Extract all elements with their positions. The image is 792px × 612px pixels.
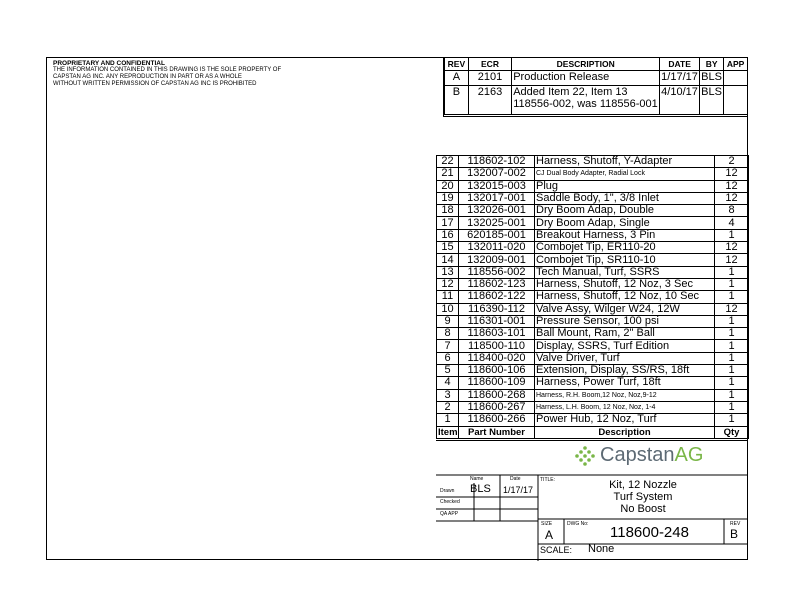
- capstan-ag-logo: [574, 444, 703, 467]
- part-number-cell: 118556-002: [459, 266, 535, 278]
- qty-cell: 12: [715, 168, 749, 180]
- app-cell: [724, 71, 748, 86]
- confidential-notice: [53, 60, 353, 88]
- part-number-cell: 116301-001: [459, 315, 535, 327]
- rev-header: REV: [445, 58, 469, 71]
- notice-title: PROPRIETARY AND CONFIDENTIAL: [53, 60, 165, 67]
- description-cell: Valve Driver, Turf: [535, 352, 715, 364]
- description-cell: Pressure Sensor, 100 psi: [535, 315, 715, 327]
- description-cell: Harness, Shutoff, 12 Noz, 10 Sec: [535, 291, 715, 303]
- item-cell: 6: [437, 352, 459, 364]
- bom-row: [437, 168, 749, 180]
- qa-label: QA APP: [440, 511, 459, 517]
- part-number-cell: 132015-003: [459, 180, 535, 192]
- bom-row: [437, 156, 749, 168]
- scale-label: SCALE:: [540, 545, 573, 555]
- dwg-no-label: DWG No:: [567, 521, 589, 527]
- title-line: No Boost: [620, 503, 666, 515]
- bom-row: [437, 242, 749, 254]
- item-cell: 18: [437, 205, 459, 217]
- date-cell: 4/10/17: [660, 86, 700, 115]
- rev-value: B: [730, 527, 739, 541]
- app-cell: [724, 86, 748, 115]
- bom-row: [437, 229, 749, 241]
- qty-cell: 1: [715, 414, 749, 426]
- size-label: SIZE: [541, 521, 553, 527]
- drawn-name: BLS: [470, 483, 491, 495]
- item-cell: 19: [437, 192, 459, 204]
- bom-row: [437, 414, 749, 426]
- description-cell: Plug: [535, 180, 715, 192]
- item-cell: 15: [437, 242, 459, 254]
- part-number-cell: 118603-101: [459, 328, 535, 340]
- ecr-header: ECR: [468, 58, 511, 71]
- bom-table: [436, 155, 749, 439]
- by-header: BY: [700, 58, 724, 71]
- description-cell: Combojet Tip, ER110-20: [535, 242, 715, 254]
- revision-row: [445, 86, 748, 115]
- part-number-cell: 116390-112: [459, 303, 535, 315]
- qty-cell: 2: [715, 156, 749, 168]
- title-line: Turf System: [613, 491, 673, 503]
- qty-cell: 1: [715, 365, 749, 377]
- part-number-cell: 132009-001: [459, 254, 535, 266]
- part-number-cell: 118600-109: [459, 377, 535, 389]
- part-number-cell: 118600-267: [459, 401, 535, 413]
- qty-cell: 12: [715, 180, 749, 192]
- dwg-number: 118600-248: [610, 524, 689, 541]
- description-cell: Dry Boom Adap, Single: [535, 217, 715, 229]
- description-cell: Harness, Power Turf, 18ft: [535, 377, 715, 389]
- qty-cell: 4: [715, 217, 749, 229]
- notice-line: THE INFORMATION CONTAINED IN THIS DRAWING IS THE SOLE PROPERTY OF: [53, 67, 282, 73]
- item-cell: 9: [437, 315, 459, 327]
- bill-of-materials: [436, 155, 748, 439]
- part-number-cell: 118600-106: [459, 365, 535, 377]
- by-cell: BLS: [700, 86, 724, 115]
- description-cell: Harness, L.H. Boom, 12 Noz, Noz, 1-4: [535, 401, 715, 413]
- item-cell: 8: [437, 328, 459, 340]
- item-cell: 20: [437, 180, 459, 192]
- qty-cell: 12: [715, 192, 749, 204]
- scale-value: None: [588, 543, 615, 555]
- by-cell: BLS: [700, 71, 724, 86]
- description-cell: Dry Boom Adap, Double: [535, 205, 715, 217]
- rev-cell: B: [445, 86, 469, 115]
- qty-cell: 1: [715, 340, 749, 352]
- item-cell: 7: [437, 340, 459, 352]
- qty-cell: 1: [715, 401, 749, 413]
- description-cell: Extension, Display, SS/RS, 18ft: [535, 365, 715, 377]
- date-cell: 1/17/17: [660, 71, 700, 86]
- bom-row: [437, 278, 749, 290]
- description-cell: Combojet Tip, SR110-10: [535, 254, 715, 266]
- bom-row: [437, 365, 749, 377]
- qty-cell: 1: [715, 352, 749, 364]
- drawing-title: [560, 479, 726, 515]
- description-cell: [512, 86, 660, 115]
- description-cell: Tech Manual, Turf, SSRS: [535, 266, 715, 278]
- part-number-cell: 132007-002: [459, 168, 535, 180]
- bom-row: [437, 217, 749, 229]
- description-cell: Valve Assy, Wilger W24, 12W: [535, 303, 715, 315]
- qty-cell: 1: [715, 291, 749, 303]
- rev-label: REV: [730, 521, 741, 527]
- description-header: Description: [535, 426, 715, 438]
- item-header: Item: [438, 426, 458, 438]
- description-header: DESCRIPTION: [512, 58, 660, 71]
- item-cell: 14: [437, 254, 459, 266]
- description-cell: Harness, Shutoff, Y-Adapter: [535, 156, 715, 168]
- revision-row: [445, 71, 748, 86]
- part-number-cell: 118500-110: [459, 340, 535, 352]
- notice-line: WITHOUT WRITTEN PERMISSION OF CAPSTAN AG INC IS PROHIBITED: [53, 81, 257, 87]
- qty-cell: 12: [715, 303, 749, 315]
- logo-text: Capstan: [600, 444, 675, 466]
- bom-row: [437, 352, 749, 364]
- item-cell: 22: [437, 156, 459, 168]
- qty-cell: 12: [715, 242, 749, 254]
- qty-cell: 1: [715, 278, 749, 290]
- description-cell: CJ Dual Body Adapter, Radial Lock: [535, 168, 715, 180]
- item-cell: 3: [437, 389, 459, 401]
- part-number-cell: 132025-001: [459, 217, 535, 229]
- description-cell: Display, SSRS, Turf Edition: [535, 340, 715, 352]
- ecr-cell: 2101: [468, 71, 511, 86]
- size-value: A: [545, 528, 554, 542]
- item-cell: 11: [437, 291, 459, 303]
- bom-row: [437, 303, 749, 315]
- revision-block: [443, 57, 748, 117]
- qty-cell: 12: [715, 254, 749, 266]
- drawn-label: Drawn: [440, 488, 455, 494]
- qty-cell: 1: [715, 229, 749, 241]
- description-cell: Harness, Shutoff, 12 Noz, 3 Sec: [535, 278, 715, 290]
- part-number-cell: 132011-020: [459, 242, 535, 254]
- description-line: Added Item 22, Item 13: [513, 86, 628, 98]
- qty-cell: 1: [715, 266, 749, 278]
- name-label: Name: [470, 476, 484, 482]
- qty-cell: 1: [715, 328, 749, 340]
- item-cell: 1: [437, 414, 459, 426]
- diamond-logo-icon: [574, 445, 596, 467]
- ecr-cell: 2163: [468, 86, 511, 115]
- bom-row: [437, 315, 749, 327]
- description-cell: Breakout Harness, 3 Pin: [535, 229, 715, 241]
- date-label: Date: [510, 476, 521, 482]
- description-cell: Production Release: [512, 71, 660, 86]
- bom-row: [437, 254, 749, 266]
- part-number-cell: 118600-266: [459, 414, 535, 426]
- item-cell: 13: [437, 266, 459, 278]
- revision-table: [444, 57, 748, 115]
- item-cell: 21: [437, 168, 459, 180]
- qty-header: Qty: [715, 426, 749, 438]
- qty-cell: 8: [715, 205, 749, 217]
- bom-row: [437, 340, 749, 352]
- revision-header: [445, 58, 748, 71]
- bom-row: [437, 328, 749, 340]
- bom-row: [437, 180, 749, 192]
- bom-header-row: [437, 426, 749, 438]
- qty-cell: 1: [715, 377, 749, 389]
- rev-cell: A: [445, 71, 469, 86]
- qty-cell: 1: [715, 315, 749, 327]
- bom-row: [437, 401, 749, 413]
- bom-row: [437, 377, 749, 389]
- part-number-cell: 132026-001: [459, 205, 535, 217]
- bom-row: [437, 266, 749, 278]
- app-header: APP: [724, 58, 748, 71]
- description-cell: Power Hub, 12 Noz, Turf: [535, 414, 715, 426]
- description-cell: Ball Mount, Ram, 2" Ball: [535, 328, 715, 340]
- title-label: TITLE:: [540, 477, 556, 483]
- part-number-cell: 118400-020: [459, 352, 535, 364]
- item-cell: 10: [437, 303, 459, 315]
- description-line: 118556-002, was 118556-001: [513, 98, 658, 110]
- qty-cell: 1: [715, 389, 749, 401]
- bom-row: [437, 192, 749, 204]
- description-cell: Harness, R.H. Boom,12 Noz, Noz,9-12: [535, 389, 715, 401]
- item-cell: 17: [437, 217, 459, 229]
- checked-label: Checked: [440, 499, 460, 505]
- item-cell: 5: [437, 365, 459, 377]
- part-number-cell: 118602-122: [459, 291, 535, 303]
- title-line: Kit, 12 Nozzle: [609, 479, 677, 491]
- date-header: DATE: [660, 58, 700, 71]
- drawn-date: 1/17/17: [503, 485, 534, 495]
- notice-line: CAPSTAN AG INC. ANY REPRODUCTION IN PART OR AS A WHOLE: [53, 74, 242, 80]
- logo-accent-text: AG: [674, 444, 704, 466]
- item-cell: 12: [437, 278, 459, 290]
- part-number-cell: 118602-123: [459, 278, 535, 290]
- bom-row: [437, 389, 749, 401]
- item-cell: 16: [437, 229, 459, 241]
- part-number-cell: 132017-001: [459, 192, 535, 204]
- bom-row: [437, 205, 749, 217]
- bom-row: [437, 291, 749, 303]
- description-cell: Saddle Body, 1", 3/8 Inlet: [535, 192, 715, 204]
- part-number-cell: 118602-102: [459, 156, 535, 168]
- item-cell: 2: [437, 401, 459, 413]
- part-number-cell: 620185-001: [459, 229, 535, 241]
- part-number-header: Part Number: [459, 426, 535, 438]
- item-cell: 4: [437, 377, 459, 389]
- part-number-cell: 118600-268: [459, 389, 535, 401]
